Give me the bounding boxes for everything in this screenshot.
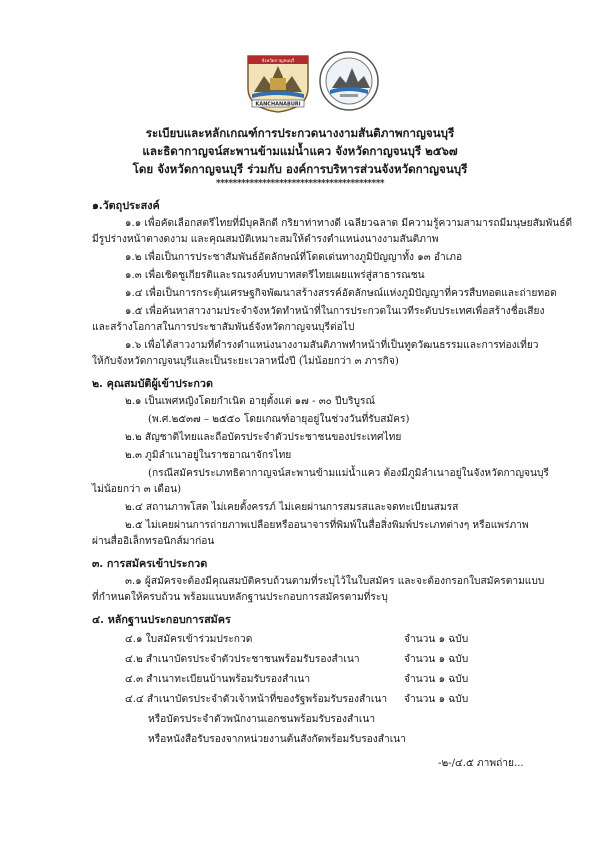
- section-1-heading: ๑.วัตถุประสงค์: [92, 199, 160, 212]
- section-4-heading: ๔. หลักฐานประกอบการสมัคร: [92, 613, 231, 626]
- s4-item-4-qty: จำนวน ๑ ฉบับ: [404, 694, 469, 705]
- kanchanaburi-seal-logo: [244, 48, 312, 114]
- s1-line-8: ๑.๖ เพื่อได้สาวงามที่ดำรงตำแหน่งนางงามสันติภาพทำหน้าที่เป็นทูตวัฒนธรรมและการท่องเที่ยว: [125, 340, 539, 351]
- doc-title-line-1: ระเบียบและหลักเกณฑ์การประกวดนางงามสันติภาพกาญจนบุรี: [145, 126, 455, 140]
- s4-item-3-label: ๔.๓ สำเนาทะเบียนบ้านพร้อมรับรองสำเนา: [125, 674, 311, 685]
- s3-line-2: ที่กำหนดให้ครบถ้วน พร้อมแนบหลักฐานประกอบการสมัครตามที่ระบุ: [92, 592, 388, 603]
- s1-line-1: ๑.๑ เพื่อคัดเลือกสตรีไทยที่มีบุคลิกดี กริยาท่าทางดี เฉลียวฉลาด มีความรู้ความสามารถมีมนุษยสัมพันธ์ดี: [125, 218, 573, 229]
- provincial-administration-logo: [318, 50, 380, 112]
- s4-item-1-label: ๔.๑ ใบสมัครเข้าร่วมประกวด: [125, 634, 253, 645]
- s4-item-3-qty: จำนวน ๑ ฉบับ: [404, 674, 469, 685]
- s2-line-1: ๒.๑ เป็นเพศหญิงโดยกำเนิด อายุตั้งแต่ ๑๗ - ๓๐ ปีบริบูรณ์: [125, 396, 375, 407]
- svg-text:จังหวัดกาญจนบุรี: จังหวัดกาญจนบุรี: [261, 59, 295, 65]
- s1-line-7: และสร้างโอกาสในการประชาสัมพันธ์จังหวัดกาญจนบุรีต่อไป: [92, 322, 355, 333]
- page-continuation-footer: -๒-/๔.๕ ภาพถ่าย...: [438, 758, 524, 769]
- svg-text:KANCHANABURI: KANCHANABURI: [255, 101, 301, 108]
- s4-item-4-label: ๔.๔ สำเนาบัตรประจำตัวเจ้าหน้าที่ของรัฐพร้อมรับรองสำเนา: [125, 694, 388, 705]
- s4-item-1-qty: จำนวน ๑ ฉบับ: [404, 634, 469, 645]
- s3-line-1: ๓.๑ ผู้สมัครจะต้องมีคุณสมบัติครบถ้วนตามที่ระบุไว้ในใบสมัคร และจะต้องกรอกใบสมัครตามแบบ: [125, 576, 545, 587]
- s4-item-4-sub-2: หรือหนังสือรับรองจากหน่วยงานต้นสังกัดพร้อมรับรองสำเนา: [148, 734, 406, 745]
- s2-line-3: ๒.๒ สัญชาติไทยและถือบัตรประจำตัวประชาชนของประเทศไทย: [125, 432, 402, 443]
- s2-line-6: ไม่น้อยกว่า ๓ เดือน): [92, 484, 182, 495]
- title-divider-stars: ****************************************: [215, 179, 385, 189]
- s1-line-4: ๑.๓ เพื่อเชิดชูเกียรติและรณรงค์บทบาทสตรีไทยเผยแพร่สู่สาธารณชน: [125, 270, 425, 281]
- s4-item-4-sub-1: หรือบัตรประจำตัวพนักงานเอกชนพร้อมรับรองสำเนา: [148, 714, 376, 725]
- s1-line-9: ให้กับจังหวัดกาญจนบุรีและเป็นระยะเวลาหนึ่งปี (ไม่น้อยกว่า ๓ ภารกิจ): [92, 356, 399, 367]
- s2-line-2: (พ.ศ.๒๕๓๗ – ๒๕๕๐ โดยเกณฑ์อายุอยู่ในช่วงวันที่รับสมัคร): [148, 414, 410, 425]
- s2-line-5: (กรณีสมัครประเภทธิดากาญจน์สะพานข้ามแม่น้ำแคว ต้องมีภูมิลำเนาอยู่ในจังหวัดกาญจนบุรี: [148, 468, 549, 479]
- doc-title-line-3: โดย จังหวัดกาญจนบุรี ร่วมกับ องค์การบริหารส่วนจังหวัดกาญจนบุรี: [132, 162, 468, 176]
- section-3-heading: ๓. การสมัครเข้าประกวด: [92, 557, 208, 570]
- s2-line-9: ผ่านสื่ออิเล็กทรอนิกส์มาก่อน: [92, 536, 215, 547]
- s1-line-3: ๑.๒ เพื่อเป็นการประชาสัมพันธ์อัตลักษณ์ที่โดดเด่นทางภูมิปัญญาทั้ง ๑๓ อำเภอ: [125, 252, 463, 263]
- s1-line-5: ๑.๔ เพื่อเป็นการกระตุ้นเศรษฐกิจพัฒนาสร้างสรรค์อัตลักษณ์แห่งภูมิปัญญาที่ควรสืบทอดและถ่ายทอด: [125, 288, 557, 299]
- s2-line-4: ๒.๓ ภูมิลำเนาอยู่ในราชอาณาจักรไทย: [125, 450, 292, 461]
- s1-line-6: ๑.๕ เพื่อค้นหาสาวงามประจำจังหวัดทำหน้าที่ในการประกวดในเวทีระดับประเทศเพื่อสร้างชื่อเสียง: [125, 306, 545, 317]
- s2-line-8: ๒.๕ ไม่เคยผ่านการถ่ายภาพเปลือยหรืออนาจารที่พิมพ์ในสื่อสิ่งพิมพ์ประเภทต่างๆ หรือแพร่ภาพ: [125, 520, 529, 531]
- section-2-heading: ๒. คุณสมบัติผู้เข้าประกวด: [92, 377, 213, 390]
- s2-line-7: ๒.๔ สถานภาพโสด ไม่เคยตั้งครรภ์ ไม่เคยผ่านการสมรสและจดทะเบียนสมรส: [125, 502, 459, 513]
- header-logos: [0, 48, 600, 114]
- s1-line-2: มีรูปร่างหน้าตางดงาม และคุณสมบัติเหมาะสมให้ดำรงตำแหน่งนางงามสันติภาพ: [92, 234, 439, 245]
- s4-item-2-label: ๔.๒ สำเนาบัตรประจำตัวประชาชนพร้อมรับรองสำเนา: [125, 654, 360, 665]
- doc-title-line-2: และธิดากาญจน์สะพานข้ามแม่น้ำแคว จังหวัดกาญจนบุรี ๒๕๖๗: [142, 144, 458, 158]
- s4-item-2-qty: จำนวน ๑ ฉบับ: [404, 654, 469, 665]
